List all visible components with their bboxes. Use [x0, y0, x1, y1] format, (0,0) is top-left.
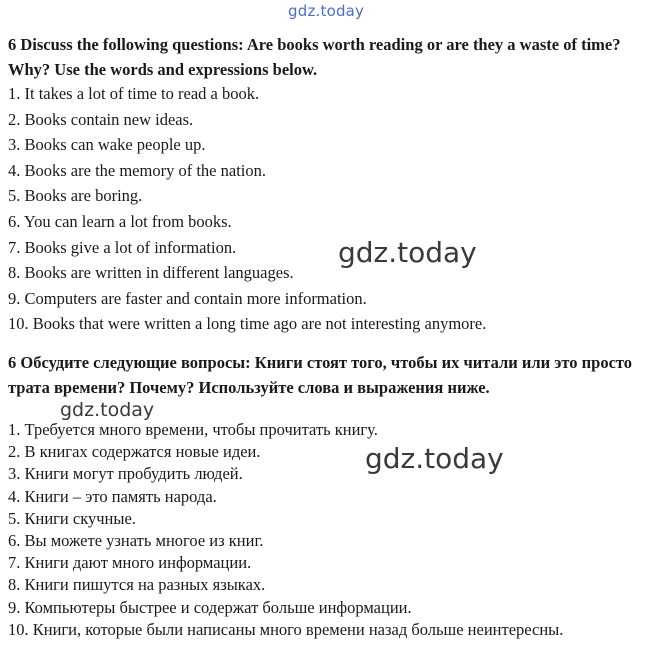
- list-item: 9. Computers are faster and contain more information.: [8, 288, 367, 308]
- list-item: 3. Books can wake people up.: [8, 135, 206, 155]
- list-item: 10. Книги, которые были написаны много времени назад больше неинтересны.: [8, 619, 564, 639]
- list-item: 4. Книги – это память народа.: [8, 486, 217, 506]
- english-task-heading: 6 Discuss the following questions: Are books worth reading or are they a waste of time? Why? Use the words and expressions below.: [8, 35, 621, 79]
- list-item: 10. Books that were written a long time ago are not interesting anymore.: [8, 314, 487, 334]
- russian-task-heading: 6 Обсудите следующие вопросы: Книги стоят того, чтобы их читали или это просто трата времени? Почему? Используйте слова и выражения ниже.: [8, 353, 633, 397]
- watermark: gdz.today: [60, 399, 155, 421]
- list-item: 7. Books give a lot of information.: [8, 237, 237, 257]
- list-item: 5. Books are boring.: [8, 186, 143, 206]
- list-item: 2. В книгах содержатся новые идеи.: [8, 442, 261, 462]
- watermark: gdz.today: [338, 236, 477, 269]
- list-item: 3. Книги могут пробудить людей.: [8, 464, 243, 484]
- list-item: 1. It takes a lot of time to read a book.: [8, 84, 260, 103]
- english-statements-list: [8, 81, 486, 337]
- list-item: 5. Книги скучные.: [8, 508, 136, 528]
- list-item: 8. Книги пишутся на разных языках.: [8, 575, 266, 595]
- list-item: 2. Books contain new ideas.: [8, 109, 194, 129]
- list-item: 4. Books are the memory of the nation.: [8, 160, 266, 180]
- watermark: gdz.today: [365, 442, 504, 475]
- list-item: 6. You can learn a lot from books.: [8, 211, 232, 231]
- watermark-top: gdz.today: [288, 2, 365, 20]
- list-item: 6. Вы можете узнать многое из книг.: [8, 530, 264, 550]
- list-item: 8. Books are written in different languages.: [8, 263, 294, 283]
- list-item: 7. Книги дают много информации.: [8, 553, 252, 573]
- list-item: 1. Требуется много времени, чтобы прочитать книгу.: [8, 420, 378, 439]
- list-item: 9. Компьютеры быстрее и содержат больше информации.: [8, 597, 412, 617]
